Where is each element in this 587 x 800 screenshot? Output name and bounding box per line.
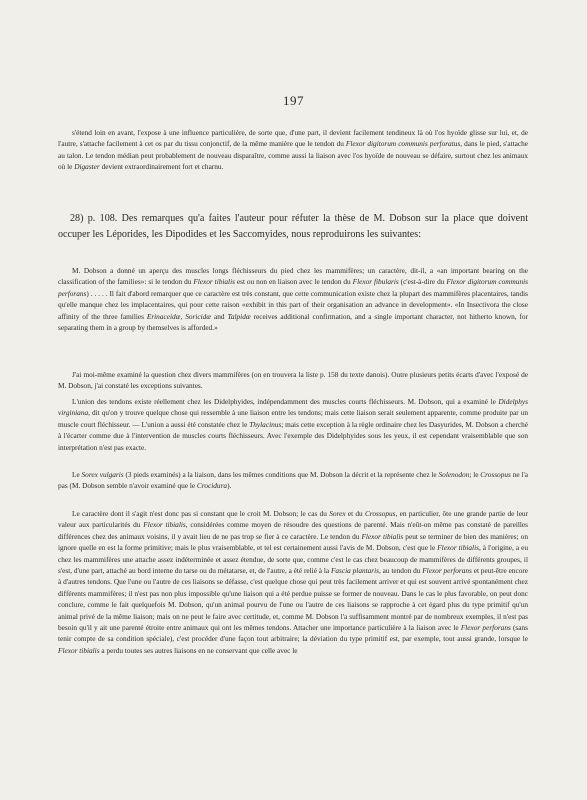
italic-term: Crossopus	[480, 470, 511, 479]
italic-term: Crocidura	[196, 481, 228, 491]
italic-term: Flexor tibialis	[437, 543, 479, 553]
italic-term: Flexor perforans	[422, 566, 472, 576]
text-run: et peut-être encore à d'autres tendons. Que l'une ou l'autre de ces liaisons se défasse, c'est quelque chose qui peut très facilement arriver et qui est souvent arrivé spontanément chez différents mammifères; il n'est pas non plus impossible qu'une liaison qui a été perdue puisse se former de nouveau. Dans le cas le plus favorable, on peut donc conclure, comme le fait quelquefois M. Dobson, qu'un animal pourvu de l'une ou l'autre de ces liaisons se rapproche à cet égard plus du type primitif qu'un animal privé de la même liaison; mais on ne peut le faire avec certitude, et, comme M. Dobson l'a suffisamment montré par de nombreux exemples, il n'est pas besoin qu'il y ait une parenté étroite entre animaux qui ont les mêmes tendons. Attacher une importance particulière à la liaison avec le	[58, 566, 529, 633]
text-run: peut se terminer de bien des manières; on ignore quelle en est la forme primitive; mais le plus vraisemblable, et tel est certainement aussi l'avis de M. Dobson, c'est que le	[58, 531, 528, 553]
italic-term: Didelphys virginiana	[58, 397, 528, 418]
text-run: devient extraordinairement fort et charnu.	[99, 162, 224, 172]
italic-term: Erinaceidæ, Soricidæ	[146, 311, 212, 321]
text-run: ; mais cette exception à la règle ordinaire chez les Dasyurides, M. Dobson a cherché à l'écarter comme due à l'intervention de muscles courts fléchisseurs. Avec l'exemple des Didelphyides sous les yeux, il est cependant vraisemblable que son interprétation n'est pas exacte.	[58, 419, 529, 452]
text-run: , dans le pied, s'attache au talon. Le tendon médian peut probablement de nouveau disparaître, comme aussi la liaison avec l'os hyoïde de nouveau se défaire, surtout chez les animaux où le	[58, 139, 528, 172]
paragraph-remark-28	[58, 211, 528, 242]
text-run: , dit qu'on y trouve quelque chose qui ressemble à une liaison entre les tendons; mais cette liaison serait seulement apparente, comme produite par un muscle court fléchisseur. — L'union a aussi été constatée chez le	[58, 408, 528, 429]
text-run: s'étend loin en avant, l'expose à une influence particulière, de sorte que, d'une part, il devient facilement tendineux là où l'os hyoïde glisse sur lui, et, de l'autre, s'attache facilement à cet os par du tissu conjonctif, de la même manière que le tendon du	[58, 128, 528, 149]
text-run: J'ai moi-même examiné la question chez divers mammifères (on en trouvera la liste p. 158 du texte danois). Outre plusieurs petits écarts d'avec l'exposé de M. Dobson, j'ai constaté les exceptions suivantes.	[58, 370, 528, 391]
text-run: ; le	[469, 470, 481, 479]
text-run: L'union des tendons existe réellement chez les Didelphyides, indépendamment des muscles courts fléchisseurs. M. Dobson, qui a examiné le	[72, 397, 499, 406]
italic-term: Sorex	[329, 509, 346, 518]
italic-term: Flexor fibularis	[352, 277, 399, 287]
italic-term: Flexor tibialis	[143, 520, 186, 530]
italic-term: Flexor perforans	[460, 623, 511, 633]
paragraph-conclusion	[58, 508, 528, 656]
text-run: (3 pieds examinés) a la liaison, dans les mêmes conditions que M. Dobson la décrit et la représente chez le	[123, 470, 439, 479]
text-run: ) . . . . . Il fait d'abord remarquer que ce caractère est très constant, que cette communication existe chez la plupart des mammifères placentaires, tandis qu'elle manque chez les implacentaires, qui pour cette raison «exhibit in this part of their organisation an advance in development». «In Insectivora the close affinity of the three families	[58, 288, 528, 321]
italic-term: Sorex vulgaris	[81, 470, 124, 479]
italic-term: Flexor tibialis	[58, 645, 100, 655]
paragraph-sorex	[58, 469, 528, 492]
text-run: , à l'origine, a eu chez les mammifères une attache assez indéterminée et assez étendue, de sorte que, comme c'est le cas chez beaucoup de mammifères de différents groupes, il s'est, d'une part, attaché au bord interne du tarse ou du métatarse, et, de l'autre, a été relié à la	[58, 543, 528, 576]
paragraph-dobson-summary	[58, 265, 528, 333]
text-run: ).	[227, 481, 232, 491]
page-number: 197	[283, 93, 304, 108]
italic-term: Fascia plantaris	[330, 566, 379, 576]
text-run: and	[211, 311, 228, 321]
text-run: a perdu toutes ses autres liaisons en ne conservant que celle avec le	[99, 645, 298, 655]
text-run: ne l'a pas (M. Dobson semble n'avoir examiné que le	[58, 470, 528, 491]
italic-term: Digaster	[74, 162, 100, 172]
paragraph-hyoid-tendon	[58, 127, 528, 173]
italic-term: Thylacinus	[249, 419, 282, 429]
paragraph-own-examination	[58, 369, 528, 392]
text-run: (sans tenir compte de sa condition spéciale), c'est procéder d'une façon tout arbitraire; la déviation du type primitif est, par exemple, tout aussi grande, lorsque le	[58, 623, 528, 644]
text-run: et du	[345, 509, 365, 518]
text-run: 28) p. 108. Des remarques qu'a faites l'auteur pour réfuter la thèse de M. Dobson sur la place que doivent occuper les Léporides, les Dipodides et les Saccomyides, nous reproduirons les suivantes:	[58, 213, 528, 240]
italic-term: Crossopus	[364, 509, 396, 518]
italic-term: Flexor tibialis	[193, 277, 235, 287]
text-run: est ou non en liaison avec le tendon du	[234, 277, 353, 287]
italic-term: Talpidæ	[227, 311, 251, 321]
text-run: , en particulier, ôte une grande partie de leur valeur aux particularités du	[58, 509, 529, 530]
italic-term: Flexor tibialis	[361, 531, 404, 541]
text-run: M. Dobson a donné un aperçu des muscles longs fléchisseurs du pied chez les mammifères; un caractère, dit-il, a «an important bearing on the classification of the families»: si le tendon du	[58, 266, 528, 287]
text-run: Le caractère dont il s'agit n'est donc pas si constant que le croit M. Dobson; le cas du	[72, 509, 330, 518]
paragraph-didelphyides	[58, 396, 528, 453]
text-run: Le	[72, 470, 82, 479]
italic-term: Solenodon	[438, 470, 470, 479]
text-run: receives additional confirmation, and a single important character, not hitherto known, for separating them in a group by themselves is afforded.»	[58, 311, 528, 333]
text-run: , au tendon du	[379, 566, 423, 576]
text-run: (c'est-à-dire du	[398, 277, 447, 287]
italic-term: Flexor digitorum communis perforatus	[345, 139, 461, 149]
text-run: , considérées comme moyen de résoudre des questions de parenté. Mais n'eût-on même pas constaté de pareilles différences chez des animaux voisins, il y avait lieu de ne pas trop se fier à ce caractère. Le tendon du	[58, 520, 528, 541]
italic-term: Flexor digitorum communis perforans	[58, 277, 528, 298]
